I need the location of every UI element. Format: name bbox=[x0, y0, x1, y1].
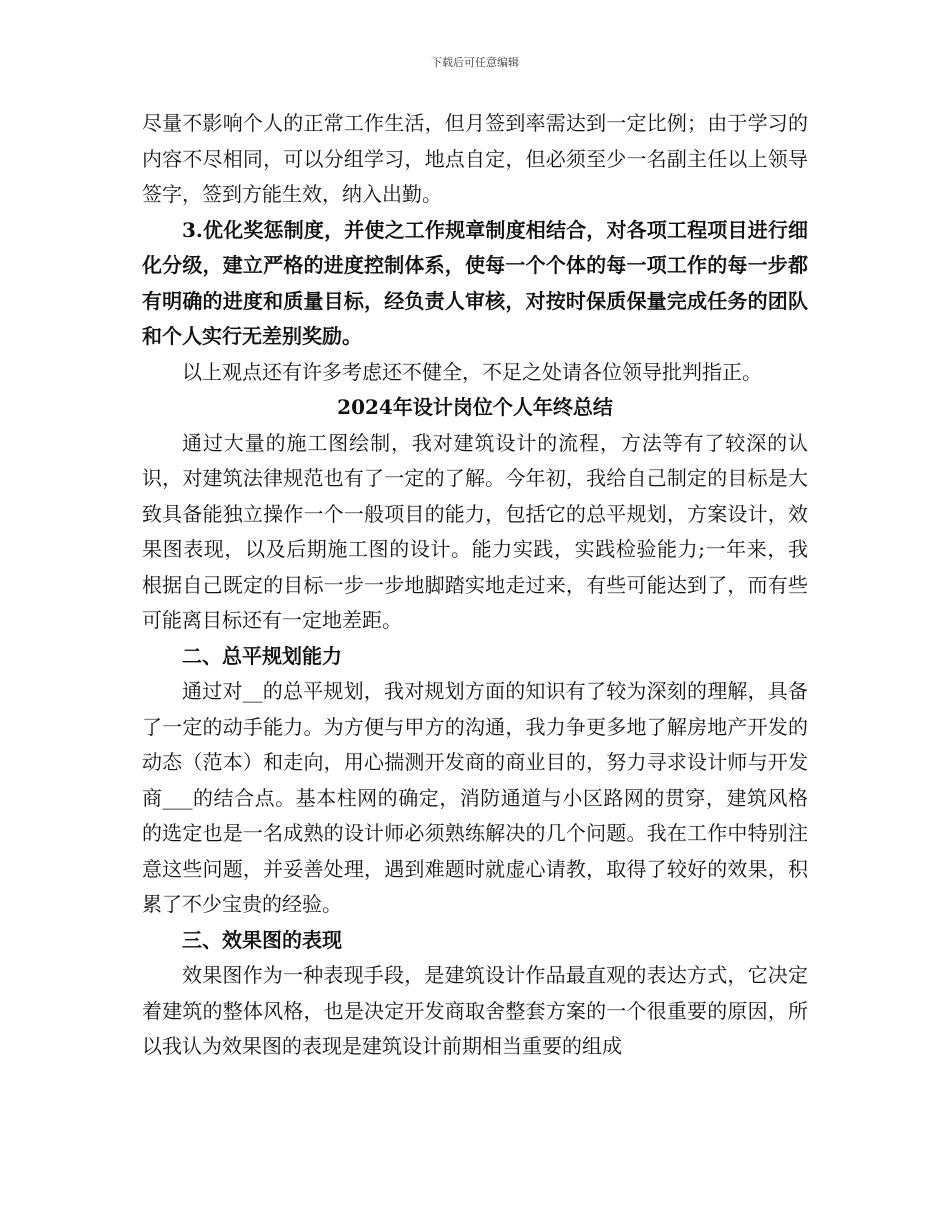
paragraph-reward-system: 3.优化奖惩制度，并使之工作规章制度相结合，对各项工程项目进行细化分级，建立严格的进度控制体系，使每一个个体的每一项工作的每一步都有明确的进度和质量目标，经负责人审核，对按时保质保量完成任务的团队和个人实行无差别奖励。 bbox=[142, 217, 808, 348]
paragraph-rendering: 效果图作为一种表现手段，是建筑设计作品最直观的表达方式，它决定着建筑的整体风格，也是决定开发商取舍整套方案的一个很重要的原因，所以我认为效果图的表现是建筑设计前期相当重要的组成 bbox=[142, 963, 808, 1058]
page-header-note: 下载后可任意编辑 bbox=[431, 56, 519, 69]
paragraph-closing-remark: 以上观点还有许多考虑还不健全，不足之处请各位领导批判指正。 bbox=[182, 359, 762, 384]
document-title: 2024年设计岗位个人年终总结 bbox=[337, 395, 613, 419]
paragraph-site-planning: 通过对__的总平规划，我对规划方面的知识有了较为深刻的理解，具备了一定的动手能力。为方便与甲方的沟通，我力争更多地了解房地产开发的动态（范本）和走向，用心揣测开发商的商业目的，努力寻求设计师与开发商___的结合点。基本柱网的确定，消防通道与小区路网的贯穿，建筑风格的选定也是一名成熟的设计师必须熟练解决的几个问题。我在工作中特别注意这些问题，并妥善处理，遇到难题时就虚心请教，取得了较好的效果，积累了不少宝贵的经验。 bbox=[142, 679, 808, 916]
section-heading-site-planning: 二、总平规划能力 bbox=[182, 643, 342, 668]
paragraph-introduction: 通过大量的施工图绘制，我对建筑设计的流程，方法等有了较深的认识，对建筑法律规范也有了一定的了解。今年初，我给自己制定的目标是大致具备能独立操作一个一般项目的能力，包括它的总平规划，方案设计，效果图表现，以及后期施工图的设计。能力实践，实践检验能力;一年来，我根据自己既定的目标一步一步地脚踏实地走过来，有些可能达到了，而有些可能离目标还有一定地差距。 bbox=[142, 430, 808, 632]
paragraph-attendance: 尽量不影响个人的正常工作生活，但月签到率需达到一定比例；由于学习的内容不尽相同，可以分组学习，地点自定，但必须至少一名副主任以上领导签字，签到方能生效，纳入出勤。 bbox=[142, 111, 808, 206]
document-body bbox=[142, 106, 808, 1065]
section-heading-rendering: 三、效果图的表现 bbox=[182, 927, 342, 952]
